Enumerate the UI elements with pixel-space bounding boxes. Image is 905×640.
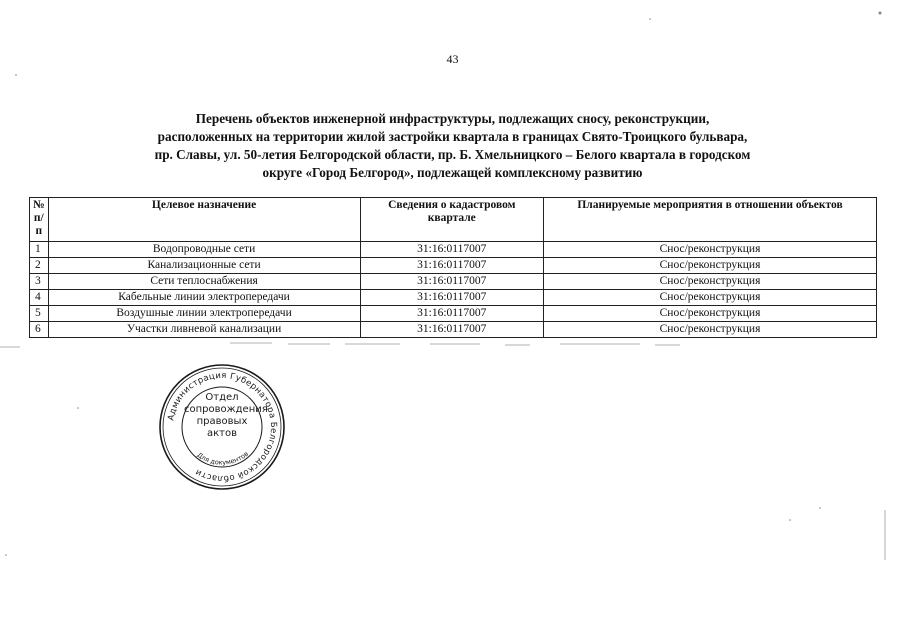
official-stamp [157,362,287,492]
cell-num: 3 [30,274,49,290]
cell-purpose: Воздушные линии электропередачи [48,306,360,322]
page-number: 43 [446,52,459,66]
title-line-4: округе «Город Белгород», подлежащей комплексному развитию [262,165,643,180]
cell-num: 4 [30,290,49,306]
stamp-outer-text: Администрация Губернатора Белгородской области [166,370,279,484]
table-row [30,258,877,274]
stamp-line-2: сопровождения [184,404,268,415]
cell-planned: Снос/реконструкция [544,306,877,322]
svg-text:Для документов [196,450,251,467]
header-planned: Планируемые мероприятия в отношении объектов [544,198,877,242]
header-cadastral: Сведения о кадастровом квартале [360,198,544,242]
cell-cadastral: 31:16:0117007 [360,322,544,338]
table-header-row [30,198,877,242]
header-num: № п/п [30,198,49,242]
cell-purpose: Канализационные сети [48,258,360,274]
cell-cadastral: 31:16:0117007 [360,258,544,274]
title-line-3: пр. Славы, ул. 50-летия Белгородской области, пр. Б. Хмельницкого – Белого квартала в городском [154,147,751,162]
stamp-center-text [184,392,268,440]
table-row [30,322,877,338]
header-purpose: Целевое назначение [48,198,360,242]
title-line-2: расположенных на территории жилой застройки квартала в границах Свято-Троицкого бульвара, [157,129,748,144]
cell-planned: Снос/реконструкция [544,242,877,258]
table-row [30,290,877,306]
cell-planned: Снос/реконструкция [544,274,877,290]
cell-cadastral: 31:16:0117007 [360,306,544,322]
cell-planned: Снос/реконструкция [544,290,877,306]
cell-num: 5 [30,306,49,322]
stamp-bottom-text: Для документов [195,449,250,467]
cell-planned: Снос/реконструкция [544,322,877,338]
table-row [30,306,877,322]
cell-cadastral: 31:16:0117007 [360,274,544,290]
cell-purpose: Кабельные линии электропередачи [48,290,360,306]
cell-cadastral: 31:16:0117007 [360,242,544,258]
cell-num: 1 [30,242,49,258]
cell-cadastral: 31:16:0117007 [360,290,544,306]
stamp-line-1: Отдел [205,392,239,403]
title-line-1: Перечень объектов инженерной инфраструктуры, подлежащих сносу, реконструкции, [195,111,710,126]
cell-num: 6 [30,322,49,338]
stamp-line-3: правовых [196,416,248,427]
objects-table [29,197,877,338]
cell-num: 2 [30,258,49,274]
stamp-line-4: актов [206,428,237,439]
cell-purpose: Сети теплоснабжения [48,274,360,290]
cell-planned: Снос/реконструкция [544,258,877,274]
document-title [80,110,825,182]
table-row [30,274,877,290]
table-row [30,242,877,258]
cell-purpose: Водопроводные сети [48,242,360,258]
cell-purpose: Участки ливневой канализации [48,322,360,338]
